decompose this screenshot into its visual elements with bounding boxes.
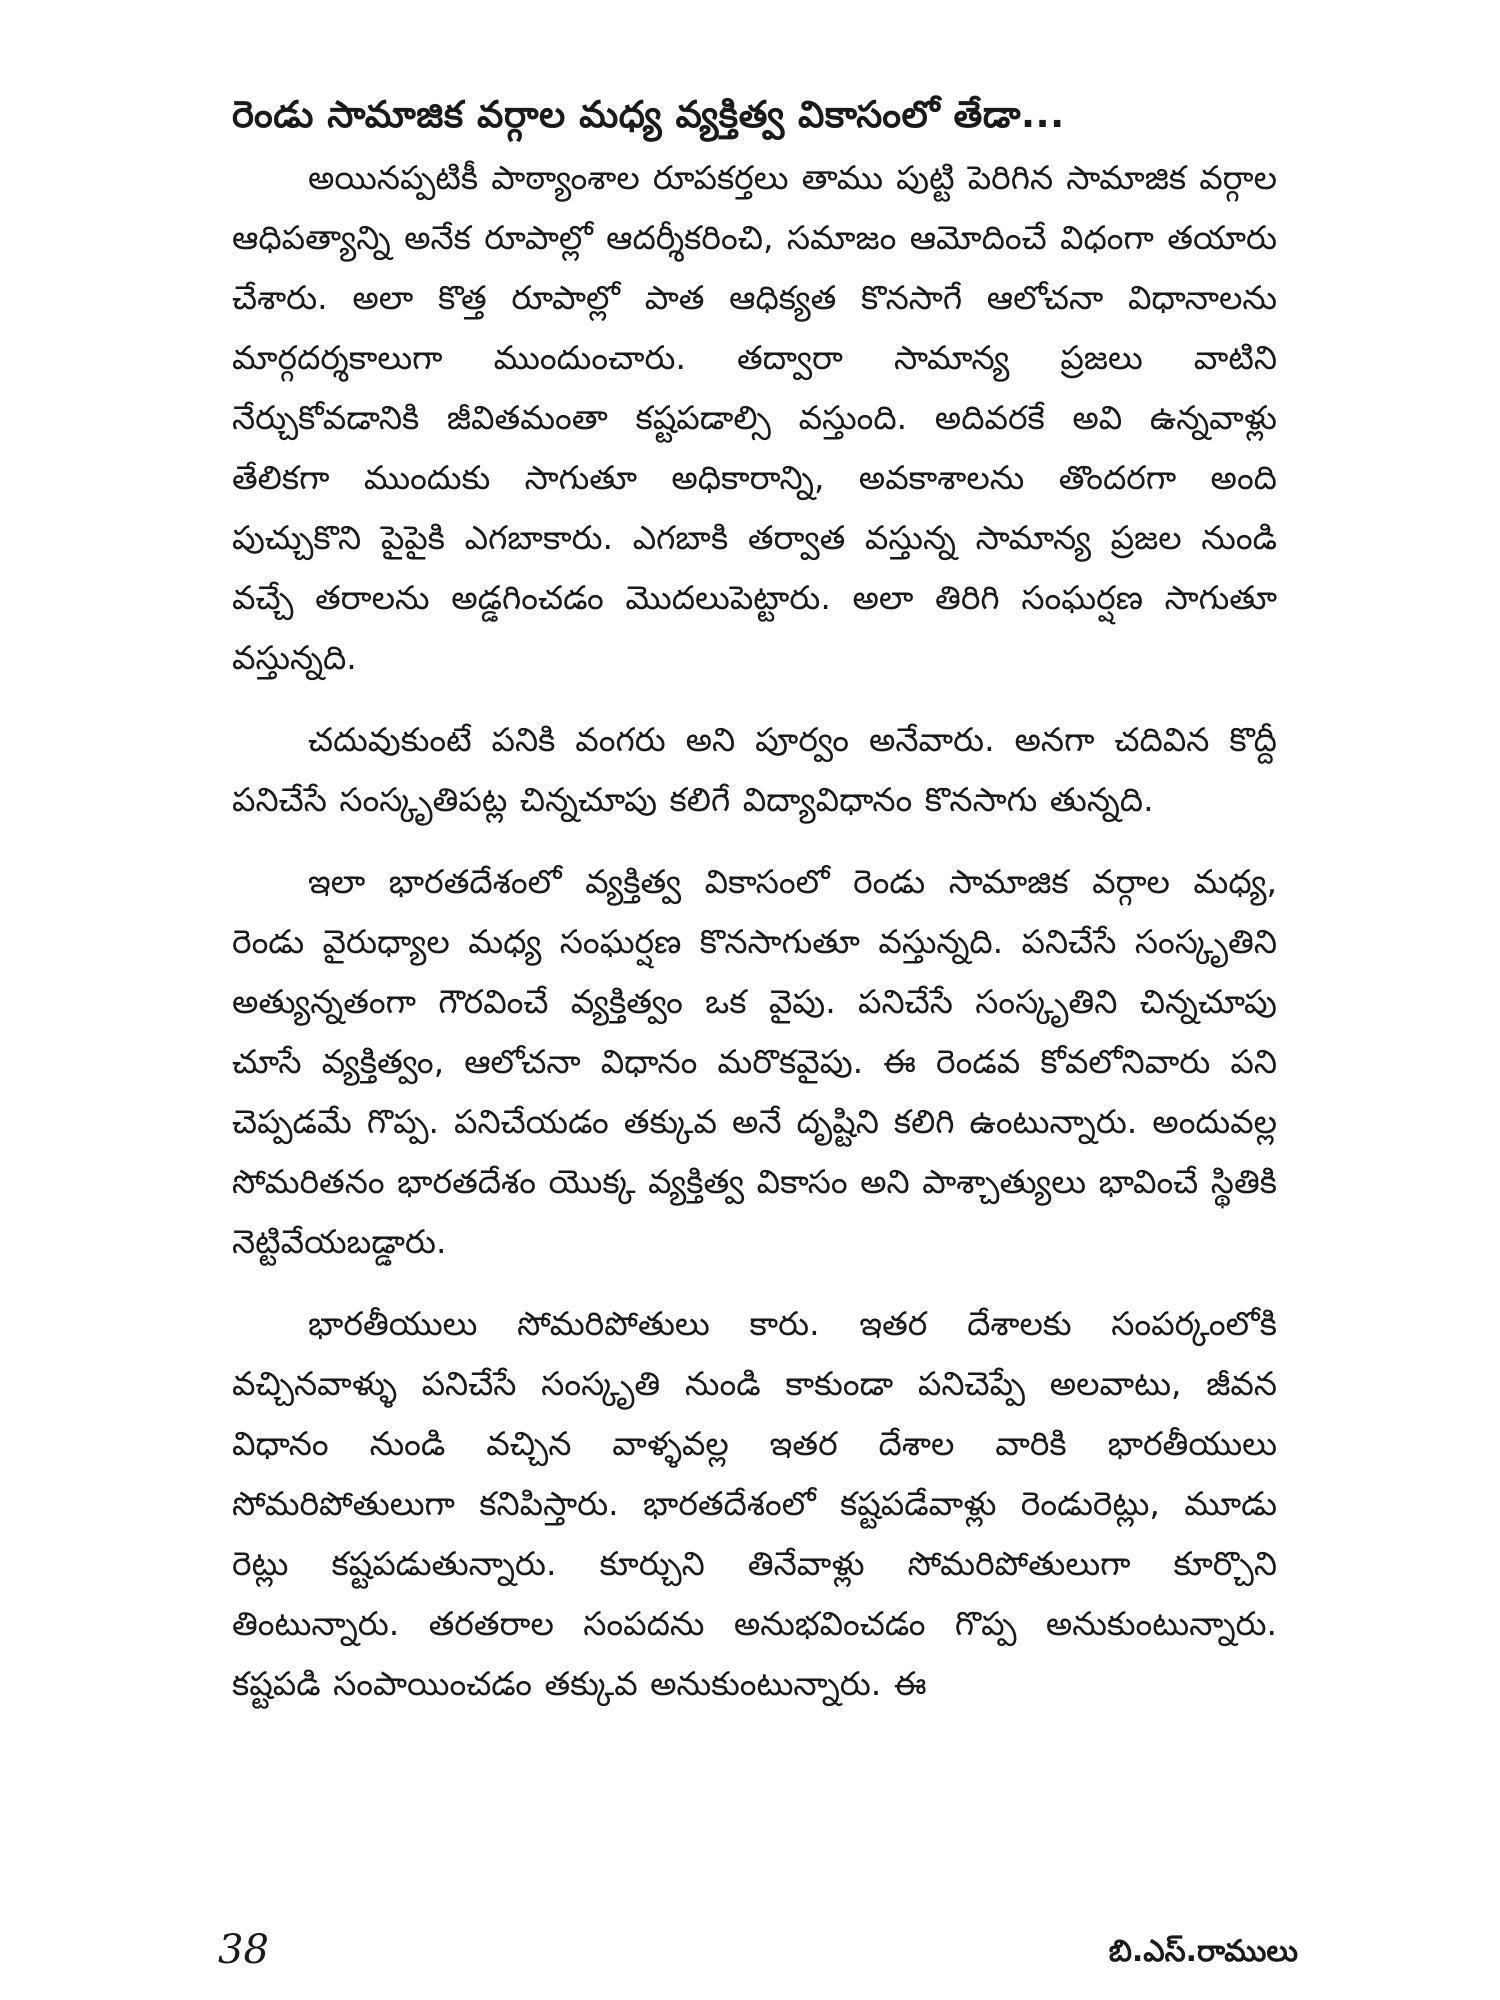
page-number: 38 [218,1927,269,1973]
paragraph-3: ఇలా భారతదేశంలో వ్యక్తిత్వ వికాసంలో రెండు సామాజిక వర్గాల మధ్య, రెండు వైరుధ్యాల మధ్య సంఘర్షణ కొనసాగుతూ వస్తున్నది. పనిచేసే సంస్కృతిని అత్యున్నతంగా గౌరవించే వ్యక్తిత్వం ఒక వైపు. పనిచేసే సంస్కృతిని చిన్నచూపు చూసే వ్యక్తిత్వం, ఆలోచనా విధానం మరొకవైపు. ఈ రెండవ కోవలోనివారు పని చెప్పడమే గొప్ప. పనిచేయడం తక్కువ అనే దృష్టిని కలిగి ఉంటున్నారు. అందువల్ల సోమరితనం భారతదేశం యొక్క వ్యక్తిత్వ వికాసం అని పాశ్చాత్యులు భావించే స్థితికి నెట్టివేయబడ్డారు. [232,862,1277,1261]
section-heading: రెండు సామాజిక వర్గాల మధ్య వ్యక్తిత్వ వికాసంలో తేడా... [232,93,1065,136]
body-text [232,148,1277,1736]
page-footer [218,1925,1298,1981]
paragraph-1: అయినప్పటికీ పాఠ్యాంశాల రూపకర్తలు తాము పుట్టి పెరిగిన సామాజిక వర్గాల ఆధిపత్యాన్ని అనేక రూపాల్లో ఆదర్శీకరించి, సమాజం ఆమోదించే విధంగా తయారు చేశారు. అలా కొత్త రూపాల్లో పాత ఆధిక్యత కొనసాగే ఆలోచనా విధానాలను మార్గదర్శకాలుగా ముందుంచారు. తద్వారా సామాన్య ప్రజలు వాటిని నేర్చుకోవడానికి జీవితమంతా కష్టపడాల్సి వస్తుంది. అదివరకే అవి ఉన్నవాళ్లు తేలికగా ముందుకు సాగుతూ అధికారాన్ని, అవకాశాలను తొందరగా అంది పుచ్చుకొని పైపైకి ఎగబాకారు. ఎగబాకి తర్వాత వస్తున్న సామాన్య ప్రజల నుండి వచ్చే తరాలను అడ్డగించడం మొదలుపెట్టారు. అలా తిరిగి సంఘర్షణ సాగుతూ వస్తున్నది. [232,158,1277,677]
author-name: బి.ఎస్.రాములు [1108,1934,1298,1969]
paragraph-2: చదువుకుంటే పనికి వంగరు అని పూర్వం అనేవారు. అనగా చదివిన కొద్దీ పనిచేసే సంస్కృతిపట్ల చిన్నచూపు కలిగే విద్యావిధానం కొనసాగు తున్నది. [232,720,1277,819]
paragraph-4: భారతీయులు సోమరిపోతులు కారు. ఇతర దేశాలకు సంపర్కంలోకి వచ్చినవాళ్ళు పనిచేసే సంస్కృతి నుండి కాకుండా పనిచెప్పే అలవాటు, జీవన విధానం నుండి వచ్చిన వాళ్ళవల్ల ఇతర దేశాల వారికి భారతీయులు సోమరిపోతులుగా కనిపిస్తారు. భారతదేశంలో కష్టపడేవాళ్లు రెండురెట్లు, మూడు రెట్లు కష్టపడుతున్నారు. కూర్చుని తినేవాళ్లు సోమరిపోతులుగా కూర్చొని తింటున్నారు. తరతరాల సంపదను అనుభవించడం గొప్ప అనుకుంటున్నారు. కష్టపడి సంపాయించడం తక్కువ అనుకుంటున్నారు. ఈ [232,1304,1277,1703]
